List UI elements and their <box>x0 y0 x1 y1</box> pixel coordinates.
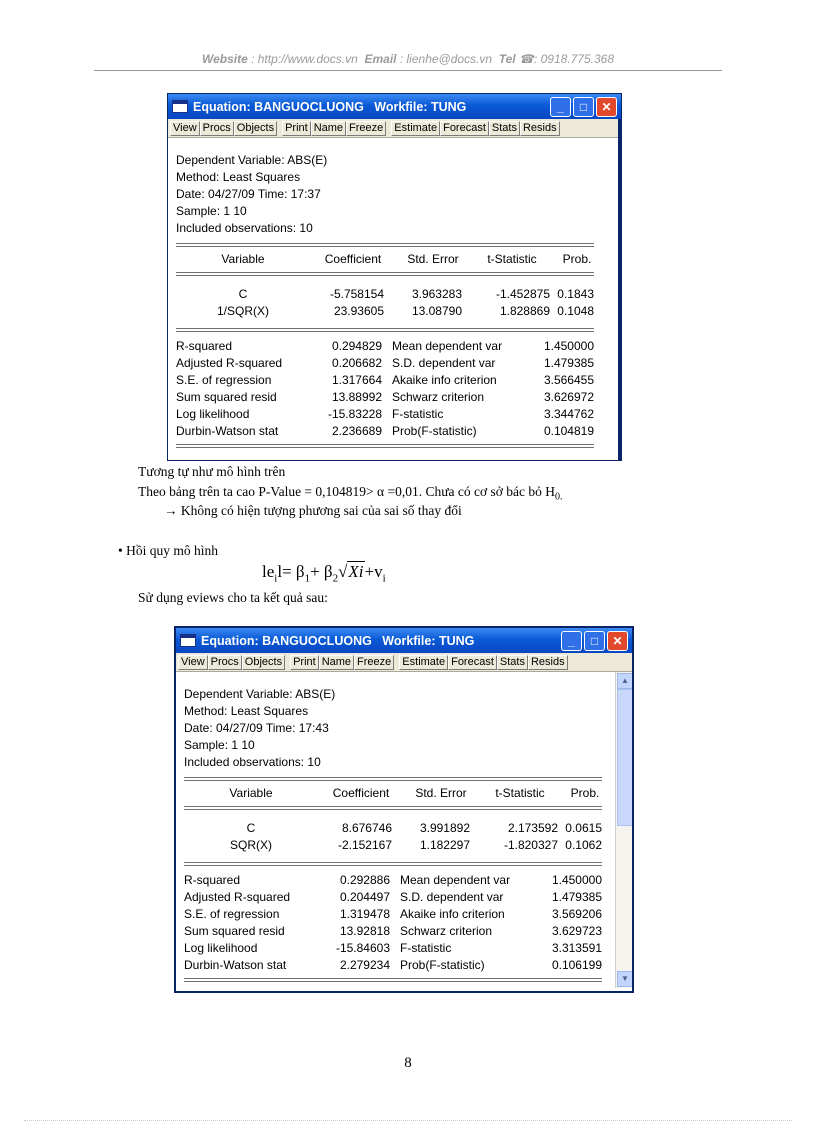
equation-toolbar <box>176 653 632 672</box>
coef-value: 1.182297 <box>419 838 470 852</box>
stats-row <box>176 389 594 406</box>
stat-value: 0.206682 <box>331 356 382 370</box>
column-header: Prob. <box>562 252 592 266</box>
toolbar-button-objects[interactable]: Objects <box>242 655 285 670</box>
coef-value: 0.1048 <box>557 304 594 318</box>
coef-value: 0.1843 <box>557 287 594 301</box>
stat-value: 3.566455 <box>543 373 594 387</box>
bullet: • <box>118 543 123 558</box>
minimize-icon[interactable]: _ <box>550 97 571 117</box>
page-header <box>0 52 816 66</box>
text-line-1: Tương tự như mô hình trên <box>138 464 286 479</box>
equation-window-1[interactable] <box>167 93 622 461</box>
stat-value: 3.569206 <box>551 907 602 921</box>
stat-label: Schwarz criterion <box>392 390 485 404</box>
column-header: t-Statistic <box>495 786 545 800</box>
coef-row <box>184 837 602 854</box>
minimize-icon[interactable]: _ <box>561 631 582 651</box>
toolbar-button-view[interactable]: View <box>170 121 200 136</box>
window-app-icon <box>180 634 196 647</box>
header-divider <box>94 70 722 71</box>
scroll-down-icon[interactable]: ▼ <box>617 971 633 987</box>
stat-value: 1.450000 <box>551 873 602 887</box>
scroll-up-icon[interactable]: ▲ <box>617 673 633 689</box>
formula-eq: l= β <box>277 562 305 581</box>
toolbar-button-view[interactable]: View <box>178 655 208 670</box>
formula-plus: +v <box>364 562 383 581</box>
maximize-icon[interactable]: □ <box>584 631 605 651</box>
phone-icon: ☎ <box>519 52 534 66</box>
vertical-scrollbar[interactable] <box>615 672 632 988</box>
stat-label: S.D. dependent var <box>392 356 496 370</box>
text-line-2-main: Theo bảng trên ta cao P-Value = 0,104819> α =0,01. Chưa có cơ sở bác bỏ H <box>138 484 556 499</box>
tel-value: : 0918.775.368 <box>533 52 615 66</box>
stat-label: Mean dependent var <box>400 873 511 887</box>
column-header: Coefficient <box>324 252 382 266</box>
info-line: Date: 04/27/09 Time: 17:37 <box>176 187 321 201</box>
stat-value: 3.313591 <box>551 941 602 955</box>
email-label: Email <box>364 52 397 66</box>
coef-value: -1.820327 <box>503 838 558 852</box>
text-line-3: → Không có hiện tượng phương sai của sai số thay đổi <box>164 503 462 518</box>
stat-value: 3.626972 <box>543 390 594 404</box>
stats-row <box>176 338 594 355</box>
stat-label: Log likelihood <box>176 407 250 421</box>
formula-sub: 1 <box>304 572 311 585</box>
formula-radicand: Xi <box>348 562 364 581</box>
stats-row <box>184 957 602 974</box>
close-icon[interactable]: ✕ <box>607 631 628 651</box>
stats-row <box>184 940 602 957</box>
info-line: Sample: 1 10 <box>176 204 247 218</box>
coef-value: -2.152167 <box>337 838 392 852</box>
coef-row <box>176 303 594 320</box>
stat-value: 13.88992 <box>331 390 382 404</box>
window-right-border <box>618 119 621 460</box>
coef-value: 13.08790 <box>411 304 462 318</box>
stats-row <box>184 923 602 940</box>
stat-label: Adjusted R-squared <box>176 356 283 370</box>
website-value: : http://www.docs.vn <box>251 52 358 66</box>
toolbar-button-name[interactable]: Name <box>319 655 354 670</box>
stat-value: 0.106199 <box>551 958 602 972</box>
equation-output <box>168 138 621 457</box>
coef-value: -5.758154 <box>329 287 384 301</box>
toolbar-button-resids[interactable]: Resids <box>528 655 568 670</box>
stat-value: 2.236689 <box>331 424 382 438</box>
column-header: Std. Error <box>407 252 459 266</box>
scroll-thumb[interactable] <box>617 689 633 826</box>
stat-value: 3.629723 <box>551 924 602 938</box>
stats-row <box>176 355 594 372</box>
stats-row <box>184 906 602 923</box>
formula-plus: + β <box>310 562 333 581</box>
stat-value: 1.450000 <box>543 339 594 353</box>
column-header: t-Statistic <box>487 252 537 266</box>
stat-label: Prob(F-statistic) <box>400 958 485 972</box>
toolbar-button-name[interactable]: Name <box>311 121 346 136</box>
toolbar-button-freeze[interactable]: Freeze <box>354 655 394 670</box>
coef-value: -1.452875 <box>495 287 550 301</box>
window-workfile: Workfile: TUNG <box>374 99 467 114</box>
toolbar-button-print[interactable]: Print <box>290 655 319 670</box>
toolbar-button-forecast[interactable]: Forecast <box>448 655 497 670</box>
stat-value: 0.204497 <box>339 890 390 904</box>
toolbar-button-procs[interactable]: Procs <box>200 121 234 136</box>
stat-value: -15.84603 <box>335 941 390 955</box>
equation-toolbar <box>168 119 621 138</box>
info-line: Included observations: 10 <box>184 755 321 769</box>
column-header: Std. Error <box>415 786 467 800</box>
formula-sub: i <box>274 572 278 585</box>
text-line-2 <box>138 484 563 503</box>
coef-value: 3.991892 <box>419 821 470 835</box>
stat-label: Adjusted R-squared <box>184 890 291 904</box>
maximize-icon[interactable]: □ <box>573 97 594 117</box>
stat-label: Sum squared resid <box>184 924 285 938</box>
text-line-4 <box>118 543 218 559</box>
window-workfile: Workfile: TUNG <box>382 633 475 648</box>
table-rule <box>184 978 602 982</box>
toolbar-button-stats[interactable]: Stats <box>497 655 528 670</box>
stats-row <box>176 423 594 440</box>
text-line-4-label: Hồi quy mô hình <box>126 543 218 558</box>
variable-name: C <box>246 821 256 835</box>
stat-label: R-squared <box>176 339 233 353</box>
coef-value: 3.963283 <box>411 287 462 301</box>
tel-label: Tel <box>498 52 516 66</box>
toolbar-button-stats[interactable]: Stats <box>489 121 520 136</box>
window-title: Equation: BANGUOCLUONG <box>201 633 372 648</box>
stat-value: 3.344762 <box>543 407 594 421</box>
variable-name: SQR(X) <box>230 838 272 852</box>
coef-value: 0.1062 <box>565 838 602 852</box>
footer-divider <box>24 1120 792 1121</box>
stat-label: Akaike info criterion <box>392 373 497 387</box>
stat-label: Akaike info criterion <box>400 907 505 921</box>
stat-label: S.D. dependent var <box>400 890 504 904</box>
formula-lhs: le <box>262 562 275 581</box>
estimation-info <box>184 686 632 771</box>
stats-row <box>176 406 594 423</box>
stat-label: Prob(F-statistic) <box>392 424 477 438</box>
stat-label: Sum squared resid <box>176 390 277 404</box>
toolbar-button-freeze[interactable]: Freeze <box>346 121 386 136</box>
info-line: Date: 04/27/09 Time: 17:43 <box>184 721 329 735</box>
stat-value: 1.319478 <box>339 907 390 921</box>
column-header: Prob. <box>570 786 600 800</box>
column-header: Coefficient <box>332 786 390 800</box>
formula-sub: 2 <box>332 572 339 585</box>
info-line: Dependent Variable: ABS(E) <box>176 153 328 167</box>
coef-value: 2.173592 <box>507 821 558 835</box>
coef-header-row <box>176 251 594 268</box>
variable-name: C <box>238 287 248 301</box>
sqrt-symbol: √ <box>338 562 348 581</box>
stat-label: Log likelihood <box>184 941 258 955</box>
stat-value: 1.479385 <box>551 890 602 904</box>
stat-value: 1.317664 <box>331 373 382 387</box>
column-header: Variable <box>229 786 273 800</box>
stat-value: 1.479385 <box>543 356 594 370</box>
coef-row <box>176 286 594 303</box>
estimation-info <box>176 152 621 237</box>
stat-label: Durbin-Watson stat <box>184 958 287 972</box>
stat-value: 2.279234 <box>339 958 390 972</box>
stat-label: S.E. of regression <box>184 907 280 921</box>
stat-value: 0.104819 <box>543 424 594 438</box>
stat-label: F-statistic <box>392 407 444 421</box>
coef-value: 23.93605 <box>333 304 384 318</box>
stats-row <box>176 372 594 389</box>
stats-row <box>184 889 602 906</box>
variable-name: 1/SQR(X) <box>216 304 269 318</box>
toolbar-button-print[interactable]: Print <box>282 121 311 136</box>
toolbar-button-estimate[interactable]: Estimate <box>391 121 440 136</box>
toolbar-button-resids[interactable]: Resids <box>520 121 560 136</box>
table-rule <box>176 444 594 448</box>
email-value: : lienhe@docs.vn <box>399 52 493 66</box>
stat-label: S.E. of regression <box>176 373 272 387</box>
toolbar-button-procs[interactable]: Procs <box>208 655 242 670</box>
window-title-bar[interactable] <box>176 628 632 653</box>
stat-value: 0.294829 <box>331 339 382 353</box>
window-title-bar[interactable] <box>168 94 621 119</box>
stat-label: R-squared <box>184 873 241 887</box>
stat-value: 13.92818 <box>339 924 390 938</box>
close-icon[interactable]: ✕ <box>596 97 617 117</box>
text-line-5: Sử dụng eviews cho ta kết quả sau: <box>138 590 328 605</box>
page-number: 8 <box>404 1055 412 1071</box>
text-line-2-sub: 0. <box>555 491 563 503</box>
stat-value: -15.83228 <box>327 407 382 421</box>
stat-label: Durbin-Watson stat <box>176 424 279 438</box>
equation-output <box>176 672 632 988</box>
window-title: Equation: BANGUOCLUONG <box>193 99 364 114</box>
info-line: Included observations: 10 <box>176 221 313 235</box>
info-line: Sample: 1 10 <box>184 738 255 752</box>
stats-row <box>184 872 602 889</box>
coef-row <box>184 820 602 837</box>
coef-header-row <box>184 785 602 802</box>
info-line: Dependent Variable: ABS(E) <box>184 687 336 701</box>
stat-label: F-statistic <box>400 941 452 955</box>
stat-label: Schwarz criterion <box>400 924 493 938</box>
toolbar-button-estimate[interactable]: Estimate <box>399 655 448 670</box>
regression-formula <box>262 562 386 584</box>
stat-value: 0.292886 <box>339 873 390 887</box>
equation-window-2[interactable] <box>174 626 634 993</box>
stat-label: Mean dependent var <box>392 339 503 353</box>
info-line: Method: Least Squares <box>184 704 309 718</box>
toolbar-button-forecast[interactable]: Forecast <box>440 121 489 136</box>
website-label: Website <box>201 52 248 66</box>
column-header: Variable <box>221 252 265 266</box>
coef-value: 0.0615 <box>565 821 602 835</box>
coef-value: 8.676746 <box>341 821 392 835</box>
formula-sub: i <box>382 572 386 585</box>
coef-value: 1.828869 <box>499 304 550 318</box>
info-line: Method: Least Squares <box>176 170 301 184</box>
toolbar-button-objects[interactable]: Objects <box>234 121 277 136</box>
window-app-icon <box>172 100 188 113</box>
